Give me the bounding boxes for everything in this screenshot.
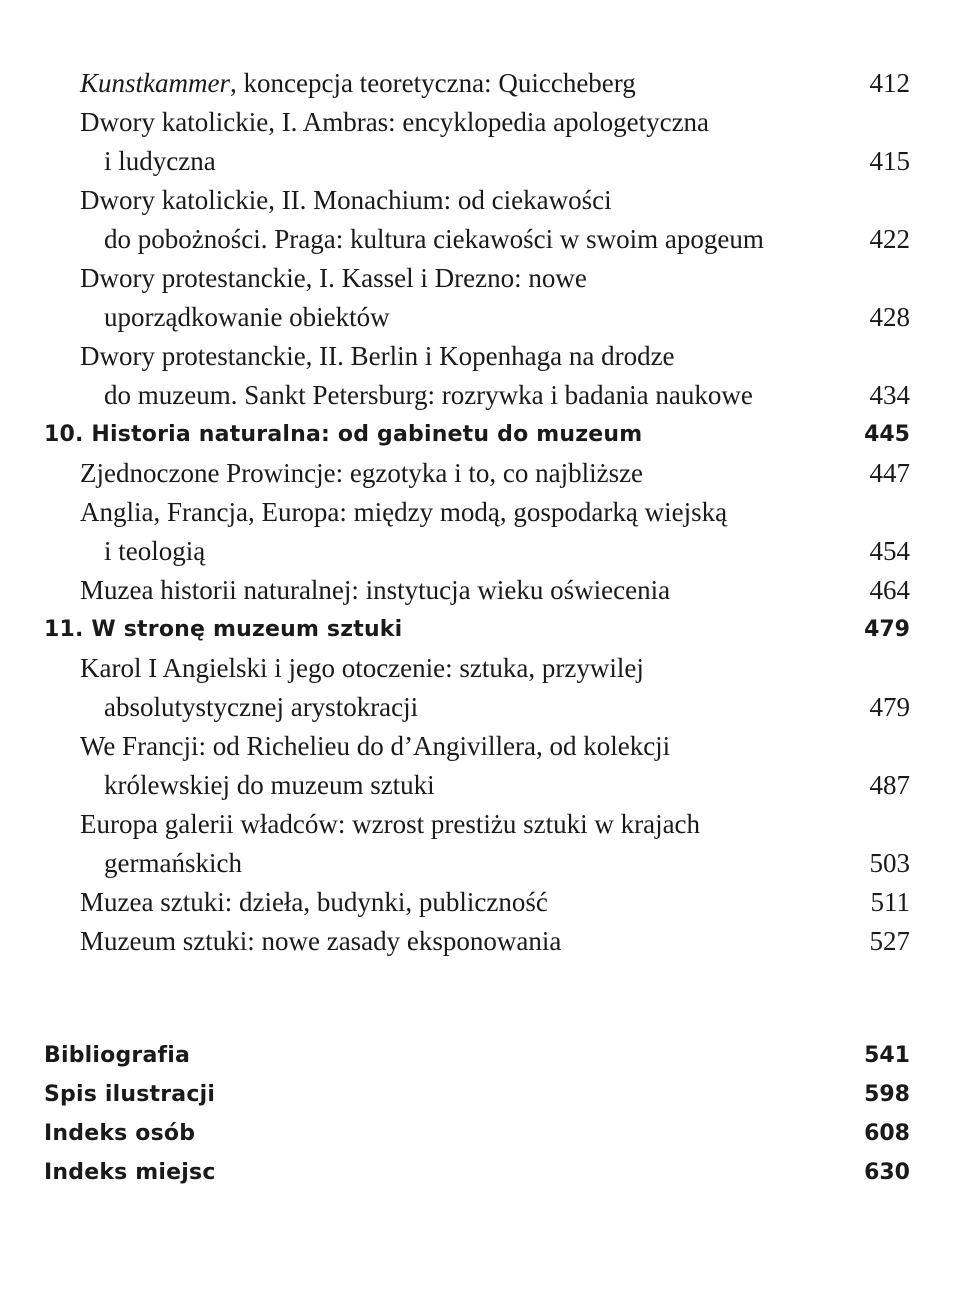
toc-entry-page: 511 — [870, 887, 910, 917]
toc-entry — [80, 883, 548, 922]
toc-entry — [80, 64, 636, 103]
toc-entry-title-line1: Muzea historii naturalnej: instytucja wieku oświecenia — [80, 575, 671, 605]
backmatter-illustrations: Spis ilustracji — [44, 1082, 216, 1107]
toc-entry-title-line1: Dwory katolickie, I. Ambras: encyklopedia apologetyczna — [80, 107, 710, 137]
toc-entry-title-line1: Muzea sztuki: dzieła, budynki, publiczność — [80, 887, 548, 917]
toc-entry-title-line2: królewskiej do muzeum sztuki — [104, 770, 435, 800]
toc-entry — [80, 454, 643, 493]
toc-entry-page: 503 — [869, 848, 910, 878]
toc-entry-title-line2: do muzeum. Sankt Petersburg: rozrywka i badania naukowe — [104, 380, 753, 410]
backmatter-page: 608 — [864, 1121, 910, 1146]
toc-entry-title-line1: We Francji: od Richelieu do d’Angivillera, od kolekcji — [80, 731, 671, 761]
toc-entry-page: 412 — [869, 68, 910, 98]
toc-entry-title-line2: i ludyczna — [104, 146, 216, 176]
toc-entry — [80, 181, 764, 259]
chapter-page: 479 — [864, 617, 910, 642]
toc-entry-page: 428 — [869, 302, 910, 332]
toc-entry-title-rest: , koncepcja teoretyczna: Quiccheberg — [230, 68, 636, 98]
toc-entry-title — [80, 64, 636, 103]
backmatter-page: 541 — [864, 1043, 910, 1068]
toc-entry-page: 422 — [869, 224, 910, 254]
backmatter-index-places: Indeks miejsc — [44, 1160, 216, 1185]
toc-entry-title-line2: do pobożności. Praga: kultura ciekawości w swoim apogeum — [104, 224, 764, 254]
toc-entry-title-line2: absolutystycznej arystokracji — [104, 692, 419, 722]
toc-entry — [80, 493, 727, 571]
chapter-heading: 10. Historia naturalna: od gabinetu do muzeum — [44, 422, 643, 447]
toc-entry-title-line1: Muzeum sztuki: nowe zasady eksponowania — [80, 926, 562, 956]
toc-entry — [80, 649, 644, 727]
toc-entry-title-line1: Dwory katolickie, II. Monachium: od ciekawości — [80, 185, 612, 215]
toc-entry-title-line1: Europa galerii władców: wzrost prestiżu sztuki w krajach — [80, 809, 701, 839]
toc-entry-title-line2: uporządkowanie obiektów — [104, 302, 390, 332]
toc-entry-page: 447 — [869, 458, 910, 488]
toc-entry-title-line1: Karol I Angielski i jego otoczenie: sztuka, przywilej — [80, 653, 644, 683]
chapter-heading: 11. W stronę muzeum sztuki — [44, 617, 403, 642]
toc-entry — [80, 259, 587, 337]
toc-entry-title-line2: i teologią — [104, 536, 206, 566]
backmatter-page: 598 — [864, 1082, 910, 1107]
toc-entry-title-line1: Zjednoczone Prowincje: egzotyka i to, co najbliższe — [80, 458, 644, 488]
toc-entry-title-line2: germańskich — [104, 848, 242, 878]
backmatter-index-persons: Indeks osób — [44, 1121, 196, 1146]
toc-entry-page: 415 — [869, 146, 910, 176]
toc-entry-page: 454 — [869, 536, 910, 566]
toc-entry-italic-term: Kunstkammer — [80, 68, 230, 98]
toc-entry-title-line1: Dwory protestanckie, II. Berlin i Kopenhaga na drodze — [80, 341, 675, 371]
toc-entry-page: 479 — [869, 692, 910, 722]
toc-entry-page: 464 — [869, 575, 910, 605]
toc-entry — [80, 727, 670, 805]
toc-entry-title-line1: Dwory protestanckie, I. Kassel i Drezno: nowe — [80, 263, 587, 293]
toc-entry — [80, 337, 753, 415]
toc-entry — [80, 922, 561, 961]
backmatter-bibliography: Bibliografia — [44, 1043, 191, 1068]
toc-entry-page: 434 — [869, 380, 910, 410]
toc-entry — [80, 103, 709, 181]
toc-entry-page: 487 — [869, 770, 910, 800]
chapter-page: 445 — [864, 422, 910, 447]
toc-entry — [80, 805, 700, 883]
toc-entry-title-line1: Anglia, Francja, Europa: między modą, gospodarką wiejską — [80, 497, 728, 527]
backmatter-page: 630 — [864, 1160, 910, 1185]
toc-entry — [80, 571, 670, 610]
toc-entry-page: 527 — [869, 926, 910, 956]
